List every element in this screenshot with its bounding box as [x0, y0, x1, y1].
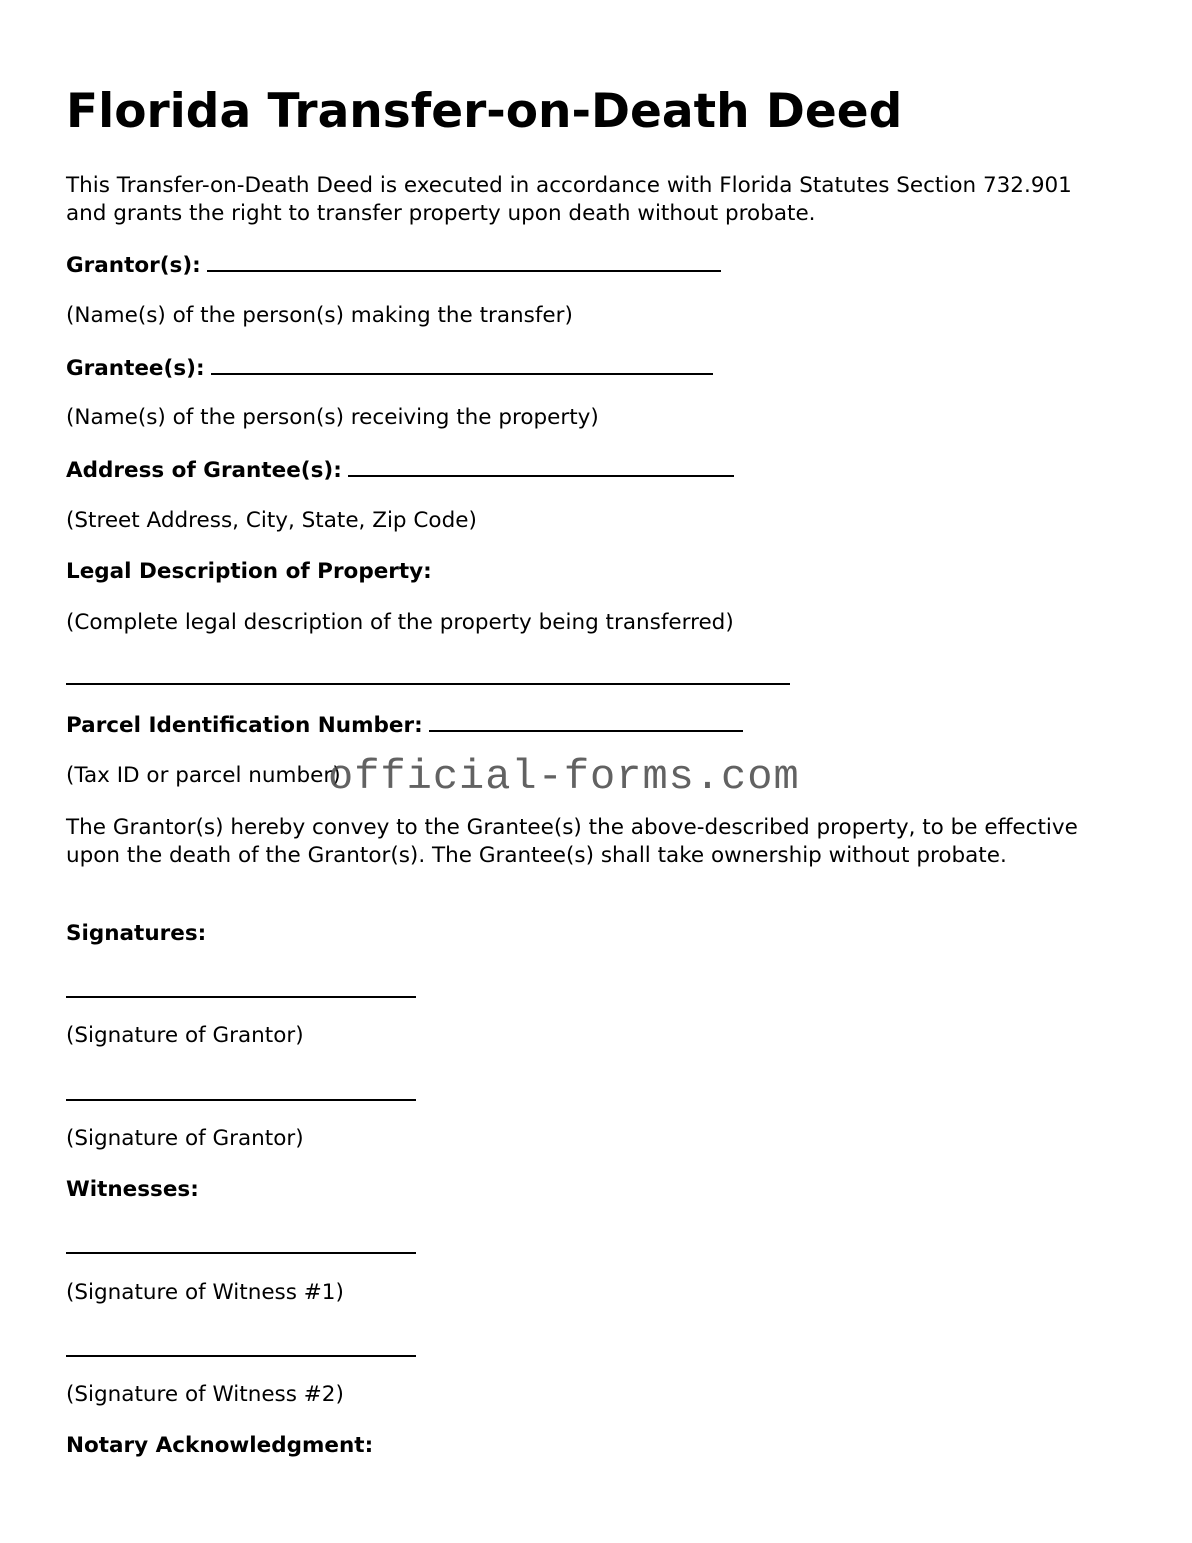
watermark: official-forms.com: [328, 753, 800, 801]
legal-description-label: Legal Description of Property:: [66, 559, 432, 584]
grantee-label: Grantee(s):: [66, 356, 205, 381]
grantor-blank-field[interactable]: [207, 250, 721, 272]
parcel-blank-field[interactable]: [429, 710, 743, 732]
witness-2-signature-caption: (Signature of Witness #2): [66, 1382, 344, 1407]
legal-description-blank-field[interactable]: [66, 683, 790, 685]
signatures-label: Signatures:: [66, 921, 207, 946]
grantee-address-label: Address of Grantee(s):: [66, 458, 342, 483]
conveyance-paragraph: The Grantor(s) hereby convey to the Grantee(s) the above-described property, to be effective upon the death of the Grantor(s). The Grantee(s) shall take ownership without probate.: [66, 815, 1078, 868]
parcel-label: Parcel Identification Number:: [66, 713, 423, 738]
witnesses-label: Witnesses:: [66, 1177, 199, 1202]
grantee-address-blank-field[interactable]: [348, 455, 734, 477]
grantee-hint: (Name(s) of the person(s) receiving the property): [66, 405, 599, 430]
grantee-address-hint: (Street Address, City, State, Zip Code): [66, 508, 477, 533]
grantee-address-row: [66, 455, 734, 485]
grantor-row: [66, 250, 721, 280]
parcel-hint: (Tax ID or parcel number): [66, 763, 341, 788]
witness-2-signature-line[interactable]: [66, 1355, 416, 1357]
grantor-1-signature-line[interactable]: [66, 996, 416, 998]
witness-1-signature-line[interactable]: [66, 1252, 416, 1254]
document-title: Florida Transfer-on-Death Deed: [66, 84, 903, 139]
grantee-blank-field[interactable]: [211, 353, 713, 375]
grantor-label: Grantor(s):: [66, 253, 201, 278]
grantor-2-signature-caption: (Signature of Grantor): [66, 1126, 304, 1151]
grantor-hint: (Name(s) of the person(s) making the transfer): [66, 303, 573, 328]
witness-1-signature-caption: (Signature of Witness #1): [66, 1280, 344, 1305]
grantor-1-signature-caption: (Signature of Grantor): [66, 1023, 304, 1048]
grantee-row: [66, 353, 713, 383]
intro-paragraph: This Transfer-on-Death Deed is executed in accordance with Florida Statutes Section 732.901 and grants the right to transfer property upon death without probate.: [66, 173, 1072, 226]
parcel-row: [66, 710, 743, 740]
legal-description-hint: (Complete legal description of the property being transferred): [66, 610, 734, 635]
grantor-2-signature-line[interactable]: [66, 1099, 416, 1101]
notary-label: Notary Acknowledgment:: [66, 1433, 374, 1458]
